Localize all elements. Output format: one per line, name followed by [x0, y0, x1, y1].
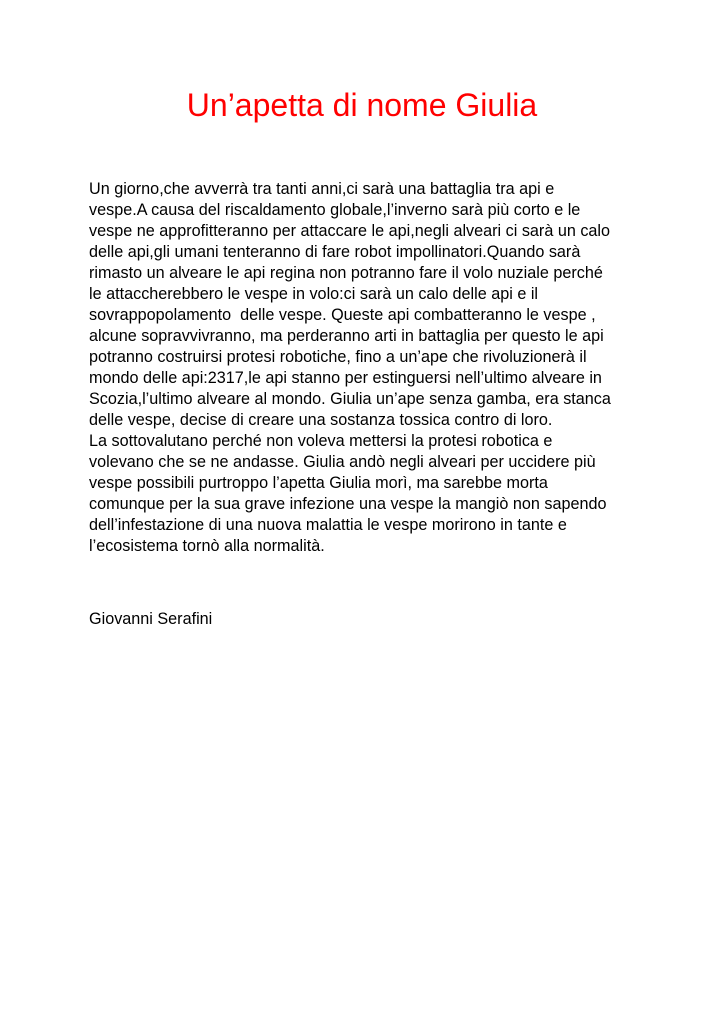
body-line: sovrappopolamento delle vespe. Queste api combatteranno le vespe , — [89, 306, 596, 324]
body-line: potranno costruirsi protesi robotiche, fino a un’ape che rivoluzionerà il — [89, 348, 587, 366]
body-line: vespe ne approfitteranno per attaccare le api,negli alveari ci sarà un calo — [89, 222, 611, 240]
body-line: Un giorno,che avverrà tra tanti anni,ci sarà una battaglia tra api e — [89, 180, 555, 198]
document-title: Un’apetta di nome Giulia — [186, 87, 538, 123]
body-line: delle vespe, decise di creare una sostanza tossica contro di loro. — [89, 411, 553, 429]
story-body — [89, 179, 649, 557]
body-line: volevano che se ne andasse. Giulia andò negli alveari per uccidere più — [89, 453, 596, 471]
body-line: alcune sopravvivranno, ma perderanno arti in battaglia per questo le api — [89, 327, 604, 345]
body-line: rimasto un alveare le api regina non potranno fare il volo nuziale perché — [89, 264, 603, 282]
author-signature: Giovanni Serafini — [89, 610, 213, 628]
body-line: vespe possibili purtroppo l’apetta Giulia morì, ma sarebbe morta — [89, 474, 548, 492]
body-line: vespe.A causa del riscaldamento globale,l’inverno sarà più corto e le — [89, 201, 581, 219]
body-line: comunque per la sua grave infezione una vespe la mangiò non sapendo — [89, 495, 607, 513]
body-line: La sottovalutano perché non voleva mettersi la protesi robotica e — [89, 432, 553, 450]
body-line: l’ecosistema tornò alla normalità. — [89, 537, 325, 555]
body-line: dell’infestazione di una nuova malattia le vespe morirono in tante e — [89, 516, 567, 534]
body-line: mondo delle api:2317,le api stanno per estinguersi nell’ultimo alveare in — [89, 369, 602, 387]
body-line: delle api,gli umani tenteranno di fare robot impollinatori.Quando sarà — [89, 243, 581, 261]
body-line: le attaccherebbero le vespe in volo:ci sarà un calo delle api e il — [89, 285, 539, 303]
body-line: Scozia,l’ultimo alveare al mondo. Giulia un’ape senza gamba, era stanca — [89, 390, 611, 408]
